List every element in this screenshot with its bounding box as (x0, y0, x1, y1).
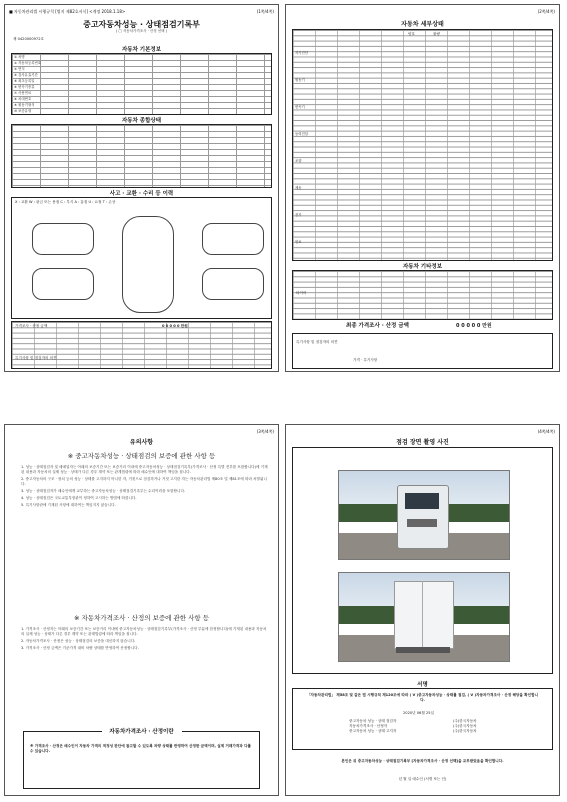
section-basic-info: 자동차 기본정보 (121, 47, 162, 53)
cost-label: 가격조사 · 산정 금액 (15, 324, 48, 328)
row-label: ⑨ 원동기형식 (14, 103, 35, 107)
signer-name: (주)한국자동차 (453, 724, 477, 728)
damage-codes: X : 교환 W : 판금 또는 용접 C : 부식 A : 흠집 U : 요철 T : 손상 (15, 200, 116, 204)
inspector-label: 가격 · 특기사항 (353, 358, 378, 362)
page-header (9, 428, 274, 436)
buyer-signature-line[interactable]: 년 월 일 매수인 (서명 또는 인) (398, 777, 447, 781)
warranty-section-heading: ※ 중고자동차성능 · 상태점검의 보증에 관한 사항 등 (67, 452, 216, 460)
signature-statement: 「자동차관리법」 제58조 및 같은 법 시행규칙 제120조에 따라 ( V )중고자동차성능 · 상태를 점검, ( V )자동차가격조사 · 산정 해당을 확인합니다. (306, 693, 539, 702)
notice-title: 유의사항 (129, 439, 154, 446)
row-label: ② 자동차등록번호 (14, 61, 42, 65)
row-label: ① 차명 (14, 55, 25, 59)
page-mark: (4쪽/4쪽) (537, 429, 555, 434)
car-outline-front (32, 223, 94, 255)
section-accident-history: 사고 · 교환 · 수리 등 이력 (109, 191, 174, 197)
row-label: ⑦ 사용연료 (14, 91, 32, 95)
photos-box (292, 447, 553, 674)
final-cost-label: 최종 가격조사 · 산정 금액 (346, 323, 409, 329)
page-subtitle: ( □ 자동차가격조사 · 산정 선택 ) (115, 29, 168, 33)
row-label: ④ 검사유효기간 (14, 73, 38, 77)
price-section-heading: ※ 자동차가격조사 · 산정의 보증에 관한 사항 등 (74, 614, 209, 622)
paragraph: 4. 성능 · 상태점검은 국토교통부장관이 정하여 고시하는 방법에 따릅니다. (21, 496, 137, 500)
paragraph: 5. 특기사항란에 기재된 사항에 대하여는 책임지지 않습니다. (21, 503, 116, 507)
detail-row-labels (295, 40, 308, 256)
page-header (9, 8, 274, 16)
paragraph: 3. 가격조사 · 산정 금액은 기준가격 대비 차량 상태를 반영하여 산정합니다. (21, 646, 139, 650)
signature-names (453, 719, 477, 734)
signature-box (292, 688, 553, 750)
row-label: 제동 (295, 186, 302, 190)
page-photos-signature (285, 424, 560, 796)
truck-rear-photo (338, 572, 510, 662)
row-label: ⑩ 보증유형 (14, 109, 32, 113)
photos-title: 점검 장면 촬영 사진 (396, 439, 449, 446)
paragraph: 1. 성능 · 상태점검자 및 매매업자는 아래의 보증기간 또는 보증거리 이내에 중고자동차성능 · 상태점검기록부(가격조사 · 산정 특별 전부를 포함합니다)에 기재된 내용과 자동차의 실제 성능 · 상태가 다른 경우 계약 또는 관계법령에 따라 매수인에 대하여 책임을 집니다. (21, 465, 268, 474)
price-value: 0 0 0 0 0 만원 (162, 324, 188, 328)
row-label: 자기진단 (295, 51, 309, 55)
row-label: ③ 연식 (14, 67, 25, 71)
final-cost-value: 0 0 0 0 0 만원 (456, 323, 492, 329)
row-label: 전기 (295, 213, 302, 217)
row-label: 원동기 (295, 78, 305, 82)
summary-label: 특기사항 및 점검자의 의견 (15, 356, 57, 360)
car-outline-rear-right (202, 268, 264, 300)
paragraph: 1. 가격조사 · 산정자는 아래의 보증기간 또는 보증거리 이내에 중고자동차성능 · 상태점검기록부(가격조사 · 산정 부분에 한정합니다)에 기재된 내용과 자동차의 실제 성능 · 상태가 다른 경우 계약 또는 관계법령에 따라 책임을 집니다. (21, 627, 267, 636)
page-detailed-status (285, 4, 560, 372)
signer-name: (주)한국자동차 (453, 719, 477, 723)
page-mark: (1쪽/4쪽) (256, 9, 274, 14)
good-column-header: 양호 (408, 32, 415, 36)
signer-label: 자동차가격조사 · 산정자 (349, 724, 388, 728)
car-outline-top (122, 216, 174, 313)
signature-title: 서명 (417, 682, 428, 688)
paragraph: 2. 자동차가격조사 · 산정은 성능 · 상태점검의 보증을 대신하지 않습니다. (21, 639, 136, 643)
row-label: ⑥ 변속기종류 (14, 85, 35, 89)
car-outline-rear-left (32, 268, 94, 300)
signature-rows (349, 719, 396, 734)
page-header (290, 428, 555, 436)
price-definition-box (23, 731, 260, 789)
form-code: ■ 자동차관리법 시행규칙 [별지 제82호서식] <개정 2018.1.18> (9, 9, 126, 14)
signer-name: (주)한국자동차 (453, 729, 477, 733)
bad-column-header: 불량 (433, 32, 440, 36)
notes-box (292, 333, 553, 369)
row-label: 변속기 (295, 105, 305, 109)
row-label: 동력전달 (295, 132, 309, 136)
record-number: 제 0420000972호 (13, 37, 44, 41)
page-notices (4, 424, 279, 796)
price-paragraphs (21, 627, 268, 653)
page-title: 중고자동차성능 · 상태점검기록부 (83, 20, 200, 29)
signature-date: 2020년 06월 25일 (403, 711, 434, 715)
box-title: 자동차가격조사 · 산정이란 (102, 727, 182, 735)
other-info-table (292, 270, 553, 320)
status-options-table (11, 321, 272, 369)
car-outline-side (202, 223, 264, 255)
general-status-table (11, 124, 272, 188)
row-label: ⑤ 최초등록일 (14, 79, 35, 83)
signer-label: 중고자동차 성능 · 상태 고지자 (349, 729, 397, 733)
paragraph: 2. 중고자동차의 구조 · 장치 등의 성능 · 상태를 고지하지 아니한 자, 거짓으로 점검하거나 거짓 고지한 자는 자동차관리법 제80조 및 제81조에 따라 처벌됩니다. (21, 477, 267, 486)
buyer-confirmation: 본인은 위 중고자동차성능 · 상태점검기록부 [자동차가격조사 · 산정 선택]을 교부받았음을 확인합니다. (341, 759, 504, 763)
basic-info-table (11, 53, 272, 115)
section-other-info: 자동차 기타정보 (402, 264, 443, 270)
page-performance-record (4, 4, 279, 372)
signer-label: 중고자동차 성능 · 상태 점검자 (349, 719, 397, 723)
section-detailed-status: 자동차 세부상태 (401, 21, 444, 28)
paragraph: 3. 성능 · 상태점검자가 매수인에게 교부하는 중고자동차성능 · 상태점검기록부는 수리이력을 포함합니다. (21, 489, 186, 493)
basic-info-labels (14, 54, 41, 114)
detailed-status-table (292, 29, 553, 261)
page-mark: (3쪽/4쪽) (256, 429, 274, 434)
row-label: 조향 (295, 159, 302, 163)
accident-diagram (11, 197, 272, 319)
notes-label: 특기사항 및 점검자의 의견 (296, 340, 338, 344)
warranty-paragraphs (21, 465, 268, 510)
truck-front-photo (338, 470, 510, 560)
page-header (290, 8, 555, 16)
section-general-status: 자동차 종합상태 (121, 118, 162, 124)
row-label: ⑧ 차대번호 (14, 97, 32, 101)
page-mark: (2쪽/4쪽) (537, 9, 555, 14)
row-label: 연료 (295, 240, 302, 244)
tire-label: 타이어 (296, 291, 307, 295)
box-text: ※ 가격조사 · 산정은 매수인이 자동차 가격의 적정성 판단에 참고할 수 있도록 차량 상태를 반영하여 산정한 금액이며, 실제 거래가격과 다를 수 있습니다. (30, 744, 251, 753)
